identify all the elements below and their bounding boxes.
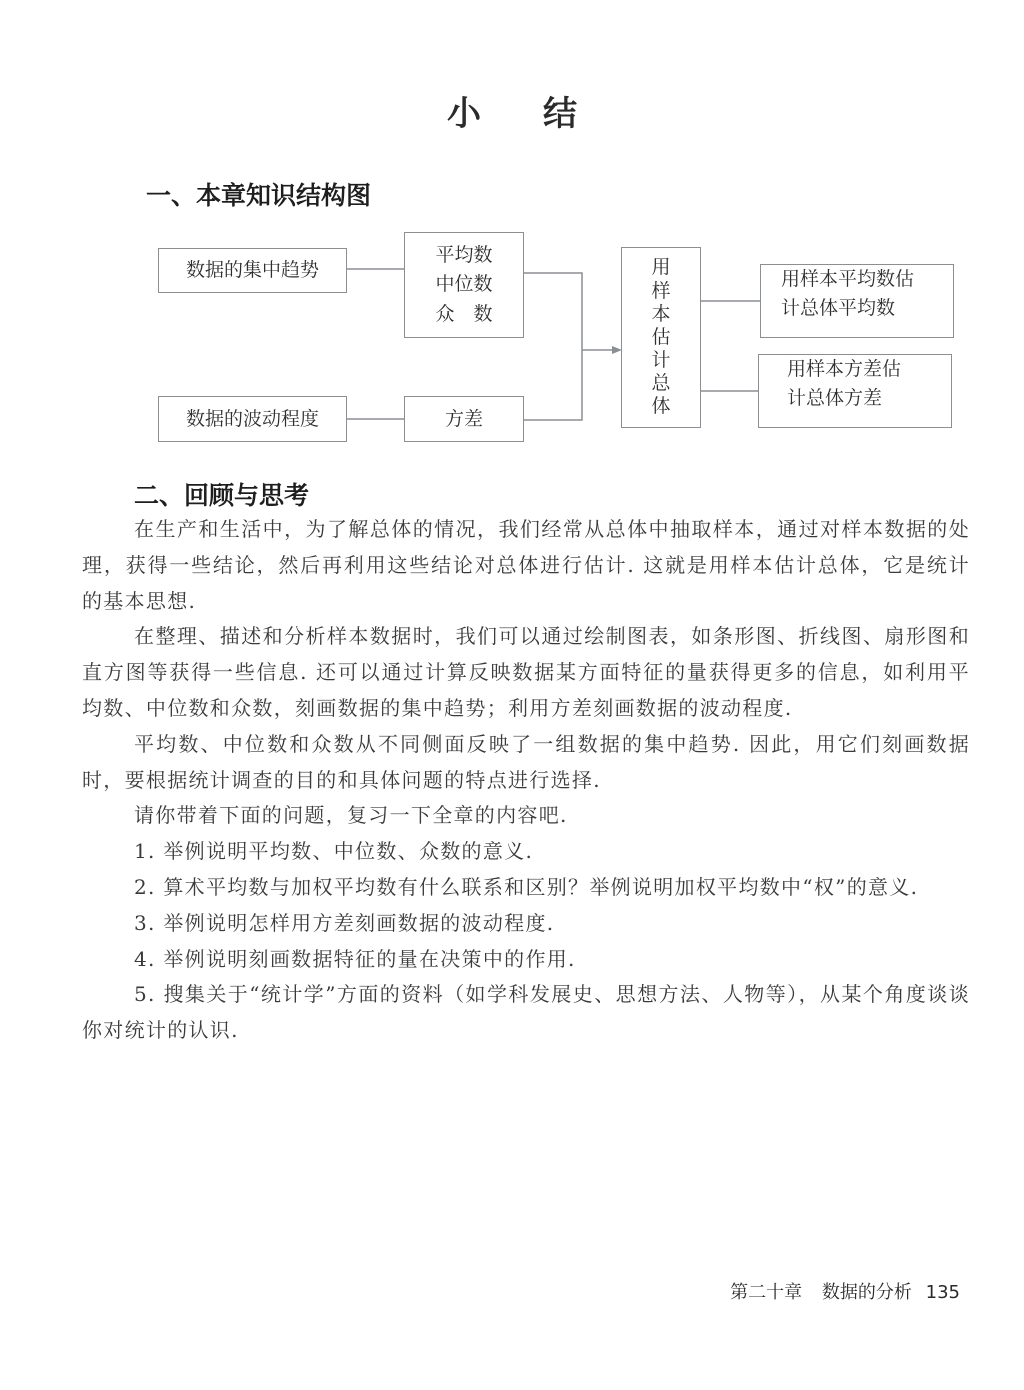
- box-variance: [404, 396, 524, 442]
- box-dispersion: [158, 396, 347, 442]
- vertical-char: 计: [651, 349, 671, 372]
- box-sample-estimates-population: [621, 247, 701, 428]
- vertical-char: 样: [651, 279, 671, 302]
- page-number: 135: [925, 1282, 960, 1303]
- paragraph: 在生产和生活中，为了解总体的情况，我们经常从总体中抽取样本，通过对样本数据的处理，获得一些结论，然后再利用这些结论对总体进行估计. 这就是用样本估计总体，它是统计的基本思想.: [82, 517, 970, 613]
- section-heading-structure-map: 一、本章知识结构图: [146, 181, 372, 210]
- question-item: 2. 算术平均数与加权平均数有什么联系和区别？举例说明加权平均数中“权”的意义.: [134, 874, 919, 899]
- box-dispersion-label: 数据的波动程度: [185, 407, 319, 430]
- footer-chapter: 第二十章: [730, 1282, 803, 1303]
- question-item: 4. 举例说明刻画数据特征的量在决策中的作用.: [134, 946, 576, 971]
- vertical-char: 用: [651, 256, 671, 279]
- vertical-char: 体: [651, 395, 671, 418]
- label-mean: 平均数: [435, 243, 493, 266]
- paragraph: 请你带着下面的问题，复习一下全章的内容吧.: [134, 803, 568, 828]
- mean-estimate-line-2: 计总体平均数: [781, 297, 896, 320]
- box-mean-estimate: [760, 264, 954, 338]
- knowledge-structure-diagram: [0, 0, 1024, 460]
- box-variance-label: 方差: [444, 407, 483, 430]
- label-mode: 众 数: [435, 302, 493, 325]
- label-median: 中位数: [435, 273, 493, 296]
- variance-estimate-line-2: 计总体方差: [787, 387, 883, 410]
- box-central-tendency: [158, 248, 347, 293]
- box-central-tendency-label: 数据的集中趋势: [185, 259, 319, 282]
- box-measures: [404, 232, 524, 338]
- vertical-char: 估: [651, 325, 671, 348]
- variance-estimate-line-1: 用样本方差估: [787, 358, 902, 380]
- box-variance-estimate: [758, 354, 952, 428]
- page-footer: [716, 1278, 960, 1304]
- vertical-char: 本: [651, 302, 671, 325]
- paragraph: 在整理、描述和分析样本数据时，我们可以通过绘制图表，如条形图、折线图、扇形图和直方图等获得一些信息. 还可以通过计算反映数据某方面特征的量获得更多的信息，如利用平均数、中位数和众数，刻画数据的集中趋势；利用方差刻画数据的波动程度.: [82, 624, 970, 720]
- question-item: 5. 搜集关于“统计学”方面的资料（如学科发展史、思想方法、人物等），从某个角度谈谈你对统计的认识.: [82, 982, 970, 1043]
- paragraph: 平均数、中位数和众数从不同侧面反映了一组数据的集中趋势. 因此，用它们刻画数据时，要根据统计调查的目的和具体问题的特点进行选择.: [82, 731, 970, 792]
- mean-estimate-line-1: 用样本平均数估: [781, 268, 915, 290]
- connector-bracket: [523, 273, 582, 420]
- section-heading-review: 二、回顾与思考: [134, 481, 310, 510]
- footer-chapter-title: 数据的分析: [821, 1282, 912, 1303]
- vertical-char: 总: [651, 372, 671, 395]
- page-title: 小结: [447, 94, 639, 134]
- review-body: [82, 512, 970, 1049]
- question-item: 3. 举例说明怎样用方差刻画数据的波动程度.: [134, 910, 555, 935]
- question-item: 1. 举例说明平均数、中位数、众数的意义.: [134, 839, 534, 864]
